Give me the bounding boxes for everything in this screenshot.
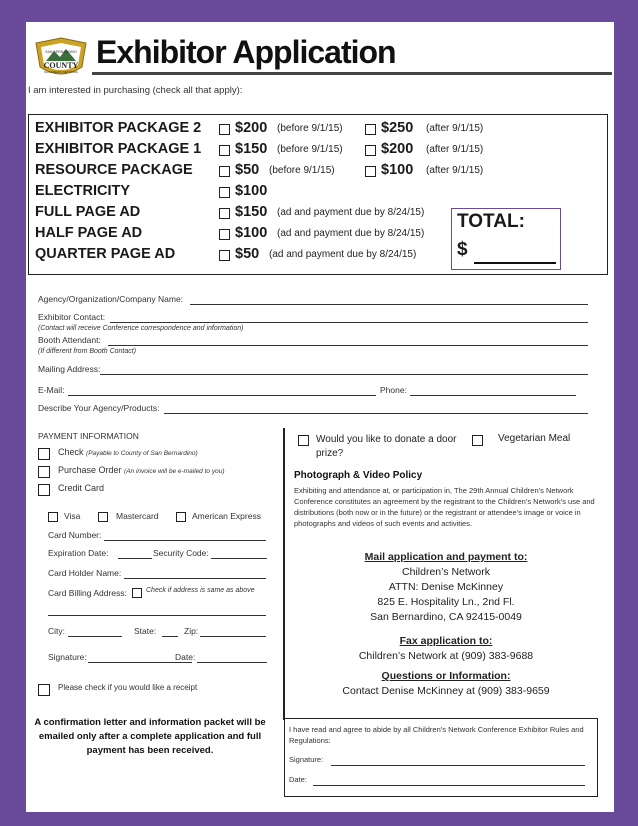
- package-name: ELECTRICITY: [35, 183, 131, 199]
- checkbox[interactable]: [365, 166, 376, 177]
- checkbox[interactable]: [219, 250, 230, 261]
- logo-text-main: COUNTY: [43, 61, 79, 70]
- fax-line: Children’s Network at (909) 383-9688: [358, 650, 534, 662]
- checkbox[interactable]: [176, 512, 186, 522]
- page-title: Exhibitor Application: [96, 34, 396, 70]
- checkbox[interactable]: [38, 448, 50, 460]
- checkbox[interactable]: [38, 484, 50, 496]
- agreement-text: I have read and agree to abide by all Children’s Network Conference Exhibitor Rules and Regulations:: [289, 725, 584, 745]
- policy-title: Photograph & Video Policy: [294, 470, 423, 481]
- package-name: FULL PAGE AD: [35, 204, 141, 220]
- fax-info: [298, 634, 594, 664]
- checkbox[interactable]: [298, 435, 309, 446]
- checkbox[interactable]: [472, 435, 483, 446]
- checkbox[interactable]: [365, 145, 376, 156]
- package-name: RESOURCE PACKAGE: [35, 162, 193, 178]
- checkbox[interactable]: [219, 208, 230, 219]
- package-box: EXHIBITOR PACKAGE 2 $200 (before 9/1/15) $250 (after 9/1/15) EXHIBITOR PACKAGE 1 $150 (before 9/1/15) $200 (after 9/1/15) RESOURCE PACKAGE $50 (before 9/1/15) $100 (after 9/1/15) ELECTRICITY $100 FULL PAGE AD $150 (ad and payment due by 8/24/15) HALF PAGE AD $100 (ad and payment due by 8/24/15) QUARTER PAGE AD $50 (ad and payment due by 8/24/15): [28, 114, 608, 275]
- mail-line: 825 E. Hospitality Ln., 2nd Fl.: [377, 596, 515, 608]
- checkbox[interactable]: [365, 124, 376, 135]
- questions-info: [298, 669, 594, 699]
- booth-attendant-note: (If different from Booth Contact): [38, 348, 137, 355]
- agreement-signature-field[interactable]: Signature:: [289, 755, 323, 767]
- checkbox[interactable]: [38, 466, 50, 478]
- agreement-box: [284, 718, 598, 797]
- total-box: [451, 208, 561, 270]
- mail-line: Children’s Network: [402, 566, 490, 578]
- mail-heading: Mail application and payment to:: [364, 551, 528, 563]
- checkbox[interactable]: [219, 229, 230, 240]
- logo-text-sub: CHILDREN'S NETWORK: [43, 70, 79, 74]
- confirmation-note: A confirmation letter and information packet will be emailed only after a complete application and full payment has been received.: [34, 717, 266, 756]
- application-form: SAN BERNARDINO COUNTY CHILDREN'S NETWORK Exhibitor Application I am interested in purchasing (check all that apply): EXHIBITOR PACKAGE 2 $200 (before 9/1/15) $250 (after 9/1/15) EXHIBITOR PACKAGE 1 $150 (before 9/1/15) $200 (after 9/1/15) RESOURCE PACKAGE $50 (before 9/1/15) $100 (after 9/1/15) ELECTRICITY $100 FULL PAGE AD $150 (ad and payment due by 8/24/15) HALF PAGE AD $100 (ad and payment due by 8/24/15) QUARTER PAGE AD $50 (ad and payment due by 8/24/15) TOTAL: $ Agency/Organization/Company Name: Exhibitor Contact: (Contact will receive Conference correspondence and information) Booth Attendant: (If different from Booth Contact) Mailing Address: E-Mail: Phone: Describe Your Agency/Products: PAYMENT INFORMATION Check (Payable to County of San Bernardino) Purchase Order (An invoice will be e-mailed to you) Credit Card Visa Mastercard American Express Card Number: Expiration Date: Security Code: Card Holder Name: Card Billing Address: Check if address is same as above City: State: Zip: Signature: Date: Please check if you would like a receipt A confirmation letter and information packet will be emailed only after a complete application and full payment has been received. Would you like to donate a door prize? Vegetarian Meal Photograph & Video Policy Exhibiting and attendance at, or participation in, The 29th Annual Children’s Network Conference constitutes an agreement by the registrant to the Children’s Network’s use and distributions (both now or in the future) or the registrant or attendee’s image or voice in photographs and videos of such events and activities. Mail application and payment to: Children’s Network ATTN: Denise McKinney 825 E. Hospitality Ln., 2nd Fl. San Bernardino, CA 92415-0049 Fax application to: Children’s Network at (909) 383-9688 Questions or Information: Contact Denise McKinney at (909) 383-9659 I have read and agree to abide by all Children’s Network Conference Exhibitor Rules and Regulations: Signature: Date:: [26, 22, 614, 812]
- total-field[interactable]: [474, 262, 556, 264]
- intro-text: I am interested in purchasing (check all that apply):: [28, 85, 243, 96]
- questions-line: Contact Denise McKinney at (909) 383-9659: [342, 685, 550, 697]
- checkbox[interactable]: [98, 512, 108, 522]
- checkbox[interactable]: [132, 588, 142, 598]
- total-label: TOTAL:: [457, 211, 525, 232]
- mail-line: San Bernardino, CA 92415-0049: [370, 611, 522, 623]
- checkbox[interactable]: [219, 145, 230, 156]
- checkbox[interactable]: [219, 124, 230, 135]
- package-name: HALF PAGE AD: [35, 225, 143, 241]
- column-divider: [283, 428, 285, 720]
- mail-line: ATTN: Denise McKinney: [388, 581, 504, 593]
- payment-heading: PAYMENT INFORMATION: [38, 431, 139, 441]
- package-name: EXHIBITOR PACKAGE 2: [35, 120, 202, 136]
- checkbox[interactable]: [219, 187, 230, 198]
- checkbox[interactable]: [219, 166, 230, 177]
- title-rule: [92, 72, 612, 75]
- total-currency: $: [457, 239, 468, 260]
- package-name: QUARTER PAGE AD: [35, 246, 176, 262]
- exhibitor-contact-note: (Contact will receive Conference correspondence and information): [38, 325, 244, 332]
- county-logo: [32, 37, 90, 81]
- fax-heading: Fax application to:: [399, 635, 493, 647]
- checkbox[interactable]: [38, 684, 50, 696]
- logo-text-top: SAN BERNARDINO: [45, 50, 77, 54]
- policy-text: Exhibiting and attendance at, or participation in, The 29th Annual Children’s Network Conference constitutes an agreement by the registrant to the Children’s Network’s use and distributions (both now or in the future) or the registrant or attendee’s image or voice in photographs and videos of such events and activities.: [294, 486, 595, 528]
- checkbox[interactable]: [48, 512, 58, 522]
- questions-heading: Questions or Information:: [381, 670, 511, 682]
- agreement-date-field[interactable]: Date:: [289, 775, 307, 787]
- mail-info: [298, 550, 594, 625]
- package-name: EXHIBITOR PACKAGE 1: [35, 141, 202, 157]
